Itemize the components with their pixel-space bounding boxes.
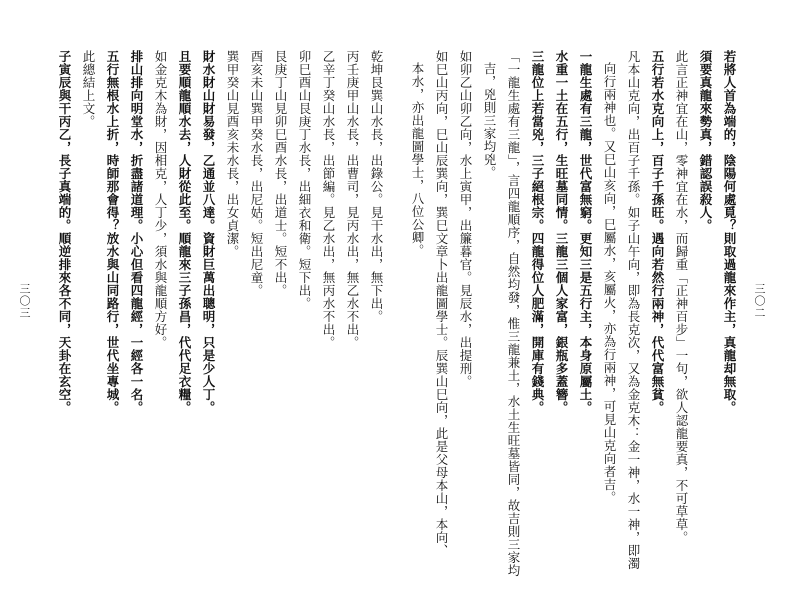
verse-column: 三龍位上若當兇，三子絕根宗。四龍得位人肥滿，開庫有錢典。 (530, 50, 545, 414)
text-column: 凡本山克向，出百子千孫。如子山午向，即為長克次，又為金克木：金一神，水一神，即濁 (626, 50, 641, 570)
text-column: 如巳山丙向，巳山辰巽向，巽巳文章卜出龍圖學士。辰巽山巳向，此是父母本山，本向、 (434, 50, 449, 557)
text-column: 艮庚丁山見卯巳酉水長，出道士。短不出。 (273, 50, 288, 297)
text-column: 如卯乙山卯乙向，水上寅甲，出簾暮官。見辰水，出提刑。 (458, 50, 473, 388)
text-column: 乾坤艮巽山水長，出錄公。見干水出，無下出。 (369, 50, 384, 323)
text-column: 此言正神宜在山，零神宜在水，而歸重「正神百步」一句，欲人認龍要真，不可草草。 (674, 50, 689, 544)
right-page-text (405, 50, 741, 577)
text-column: 「一龍生處有三龍」，言四龍順序，自然均發，惟三龍兼土，水土生旺墓皆同，故吉則三家均 (506, 50, 521, 577)
text-column: 吉，兇則三家均兇。 (482, 62, 497, 179)
page-number: 三〇二 (753, 283, 766, 319)
text-column: 本水，亦出龍圖學士，八位公卿。 (410, 62, 425, 257)
verse-column: 財水財山財易發，乙通並八達。資財巨萬出聰明，只是少人丁。 (201, 50, 216, 414)
left-page (0, 0, 396, 589)
page-number: 三〇三 (18, 283, 31, 319)
verse-column: 子寅辰與干丙乙，長子真端的。順逆排來各不同，天卦在玄空。 (57, 50, 72, 414)
text-column: 向行兩神也。又巳山亥向，巳屬水，亥屬火，亦為行兩神，可見山克向者吉。 (602, 62, 617, 504)
text-column: 此總結上文。 (81, 50, 96, 128)
verse-column: 五行無根水上折，時師那會得？放水與山同路行，世代坐專城。 (105, 50, 120, 414)
verse-column: 若將人首為端的，陰陽何處覓？則取過龍來作主，真龍却無取。 (722, 50, 737, 414)
text-column: 酉亥未山巽甲癸水長，出尼姑。短出尼童。 (249, 50, 264, 297)
verse-column: 排山排向明堂水，折盡諸道理。小心但看四龍經，一經各一名。 (129, 50, 144, 414)
text-column: 如金克木為財，因相克，人丁少，須水與龍順方好。 (153, 50, 168, 349)
verse-column: 且要順龍順水去，人財從此至。順龍來三子孫昌，代代足衣糧。 (177, 50, 192, 414)
left-page-text (52, 50, 388, 520)
verse-column: 一龍生處有三龍，世代富無窮。更知三是五行主，本身原屬土。 (578, 50, 593, 414)
text-column: 乙辛丁癸山水長，出節編。見乙水出，無丙水不出。 (321, 50, 336, 349)
text-column: 卯巳酉山艮庚丁水長，出細衣和衛。短下出。 (297, 50, 312, 310)
verse-column: 須要真龍來勢真，錯認誤殺人。 (698, 50, 713, 232)
verse-column: 水重一土在五行，生旺墓同情。三龍三個人家富，銀瓶多蓋簪。 (554, 50, 569, 414)
right-page (396, 0, 793, 589)
verse-column: 五行若水克向上，百子千孫旺。遇向若然行兩神，代代富無貧。 (650, 50, 665, 414)
text-column: 丙壬庚甲山水長，出曹司，見丙水出，無乙水不出。 (345, 50, 360, 349)
text-column: 巽甲癸山見酉亥未水長，出女貞潔。 (225, 50, 240, 258)
